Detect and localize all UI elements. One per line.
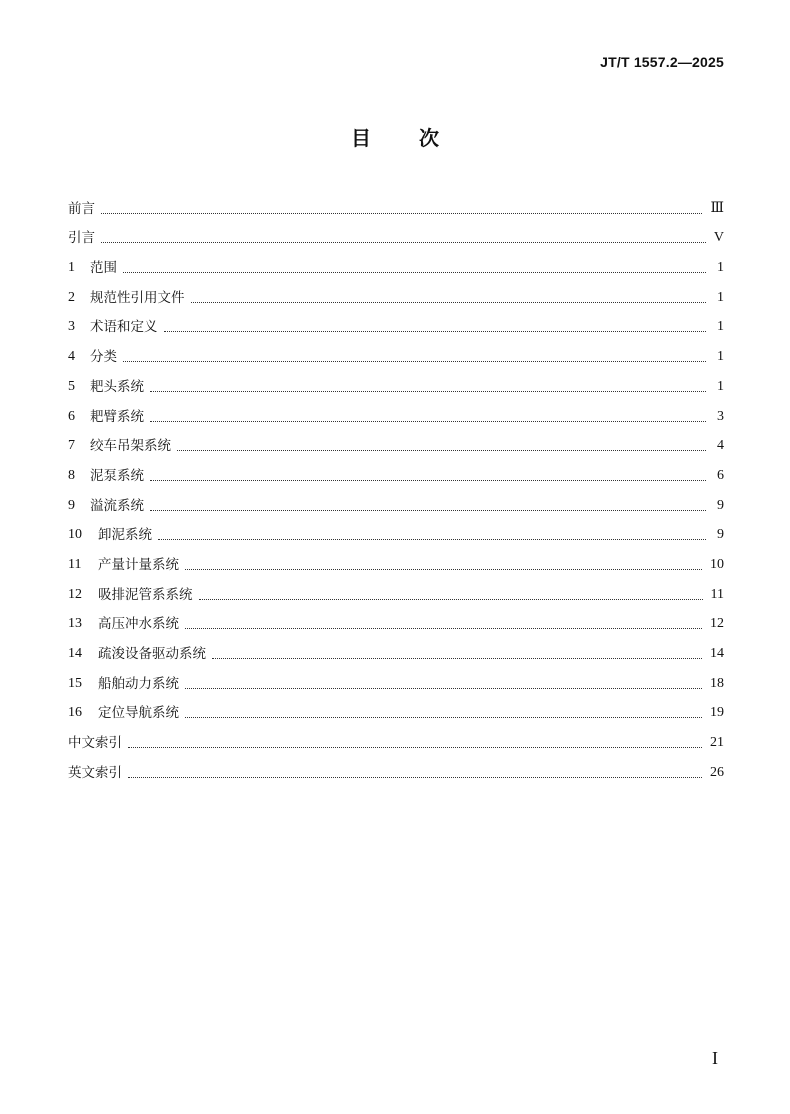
- toc-dot-leader: [150, 391, 706, 392]
- toc-entry-number: 12: [68, 586, 82, 602]
- toc-entry[interactable]: [68, 396, 724, 426]
- toc-entry-page: 10: [710, 556, 724, 572]
- toc-entry-title: 英文索引: [68, 764, 122, 781]
- toc-entry-title: 溢流系统: [90, 497, 144, 514]
- toc-entry-page: 9: [717, 497, 724, 513]
- toc-entry-title: 前言: [68, 200, 95, 217]
- toc-entry-title: 耙头系统: [90, 378, 144, 395]
- toc-entry-page: 6: [717, 467, 724, 483]
- toc-entry[interactable]: [68, 336, 724, 366]
- toc-entry-title: 规范性引用文件: [90, 289, 185, 306]
- toc-entry-number: 2: [68, 289, 75, 305]
- toc-entry[interactable]: [68, 218, 724, 248]
- toc-entry-title: 高压冲水系统: [98, 616, 179, 633]
- toc-entry-title: 术语和定义: [90, 319, 158, 336]
- toc-entry-number: 1: [68, 260, 75, 276]
- toc-entry-title: 船舶动力系统: [98, 675, 179, 692]
- toc-entry-number: 8: [68, 467, 75, 483]
- toc-dot-leader: [123, 361, 706, 362]
- toc-dot-leader: [150, 480, 706, 481]
- toc-dot-leader: [101, 242, 706, 243]
- toc-entry-page: Ⅲ: [710, 200, 724, 216]
- toc-entry[interactable]: [68, 515, 724, 545]
- toc-entry-title: 产量计量系统: [98, 556, 179, 573]
- toc-entry[interactable]: [68, 633, 724, 663]
- toc-entry-page: 19: [710, 705, 724, 721]
- toc-entry-page: 26: [710, 764, 724, 780]
- toc-dot-leader: [128, 747, 702, 748]
- toc-entry-number: 14: [68, 646, 82, 661]
- toc-dot-leader: [185, 688, 702, 689]
- toc-entry[interactable]: [68, 277, 724, 307]
- toc-dot-leader: [128, 777, 702, 778]
- toc-entry-page: 1: [717, 289, 724, 305]
- toc-entry-number: 9: [68, 497, 75, 513]
- toc-dot-leader: [123, 272, 706, 273]
- toc-entry[interactable]: [68, 574, 724, 604]
- toc-entry[interactable]: [68, 722, 724, 752]
- toc-entry-title: 定位导航系统: [98, 705, 179, 722]
- toc-entry[interactable]: [68, 455, 724, 485]
- toc-entry-page: 1: [717, 319, 724, 335]
- toc-entry-title: 卸泥系统: [98, 527, 152, 544]
- toc-dot-leader: [185, 569, 702, 570]
- toc-entry-number: 10: [68, 527, 82, 543]
- toc-entry-title: 耙臂系统: [90, 408, 144, 425]
- toc-dot-leader: [212, 658, 702, 659]
- toc-entry-title: 疏浚设备驱动系统: [98, 646, 206, 662]
- toc-entry-page: 4: [717, 438, 724, 454]
- toc-dot-leader: [185, 628, 702, 629]
- toc-dot-leader: [185, 717, 702, 718]
- toc-entry[interactable]: [68, 247, 724, 277]
- toc-entry[interactable]: [68, 752, 724, 782]
- page-number: I: [712, 1048, 718, 1068]
- toc-dot-leader: [177, 450, 706, 451]
- toc-entry-number: 7: [68, 438, 75, 454]
- toc-entry-number: 4: [68, 349, 75, 365]
- toc-entry-page: 12: [710, 616, 724, 632]
- toc-entry-page: 9: [717, 527, 724, 543]
- toc-entry-title: 绞车吊架系统: [90, 438, 171, 455]
- toc-entry-title: 分类: [90, 349, 117, 366]
- page-title: [0, 122, 790, 151]
- toc-dot-leader: [150, 510, 706, 511]
- toc-dot-leader: [191, 302, 707, 303]
- toc-entry-page: V: [713, 230, 724, 246]
- toc-entry-page: 14: [710, 646, 724, 661]
- toc-entry-page: 1: [717, 378, 724, 394]
- toc-entry-number: 16: [68, 705, 82, 721]
- toc-dot-leader: [199, 599, 703, 600]
- document-code: JT/T 1557.2—2025: [600, 54, 724, 70]
- toc-entry-title: 吸排泥管系系统: [98, 586, 193, 603]
- toc-entry[interactable]: [68, 366, 724, 396]
- toc-entry-title: 中文索引: [68, 735, 122, 752]
- toc-entry-page: 1: [717, 349, 724, 365]
- title-char-2: 次: [419, 126, 439, 150]
- toc-entry-page: 11: [710, 586, 724, 602]
- toc-entry-number: 13: [68, 616, 82, 632]
- toc-dot-leader: [164, 331, 707, 332]
- toc-entry-page: 18: [710, 675, 724, 691]
- toc-entry-number: 11: [68, 556, 82, 572]
- toc-entry-title: 泥泵系统: [90, 467, 144, 484]
- toc-entry-page: 1: [717, 260, 724, 276]
- toc-entry-number: 3: [68, 319, 75, 335]
- toc-entry[interactable]: [68, 544, 724, 574]
- toc-entry-number: 6: [68, 408, 75, 424]
- toc-dot-leader: [158, 539, 706, 540]
- toc-entry-page: 21: [710, 735, 724, 751]
- toc-dot-leader: [101, 213, 702, 214]
- toc-entry[interactable]: [68, 188, 724, 218]
- toc-entry-title: 引言: [68, 230, 95, 247]
- toc-entry-number: 5: [68, 378, 75, 394]
- toc-entry[interactable]: [68, 426, 724, 456]
- toc-entry-title: 范围: [90, 260, 117, 277]
- toc-entry[interactable]: [68, 604, 724, 634]
- toc-entry-number: 15: [68, 675, 82, 691]
- title-char-1: 目: [351, 126, 371, 150]
- toc-dot-leader: [150, 421, 706, 422]
- table-of-contents: [68, 188, 724, 782]
- toc-entry[interactable]: [68, 307, 724, 337]
- toc-entry[interactable]: [68, 693, 724, 723]
- toc-entry[interactable]: [68, 485, 724, 515]
- toc-entry[interactable]: [68, 663, 724, 693]
- toc-entry-page: 3: [717, 408, 724, 424]
